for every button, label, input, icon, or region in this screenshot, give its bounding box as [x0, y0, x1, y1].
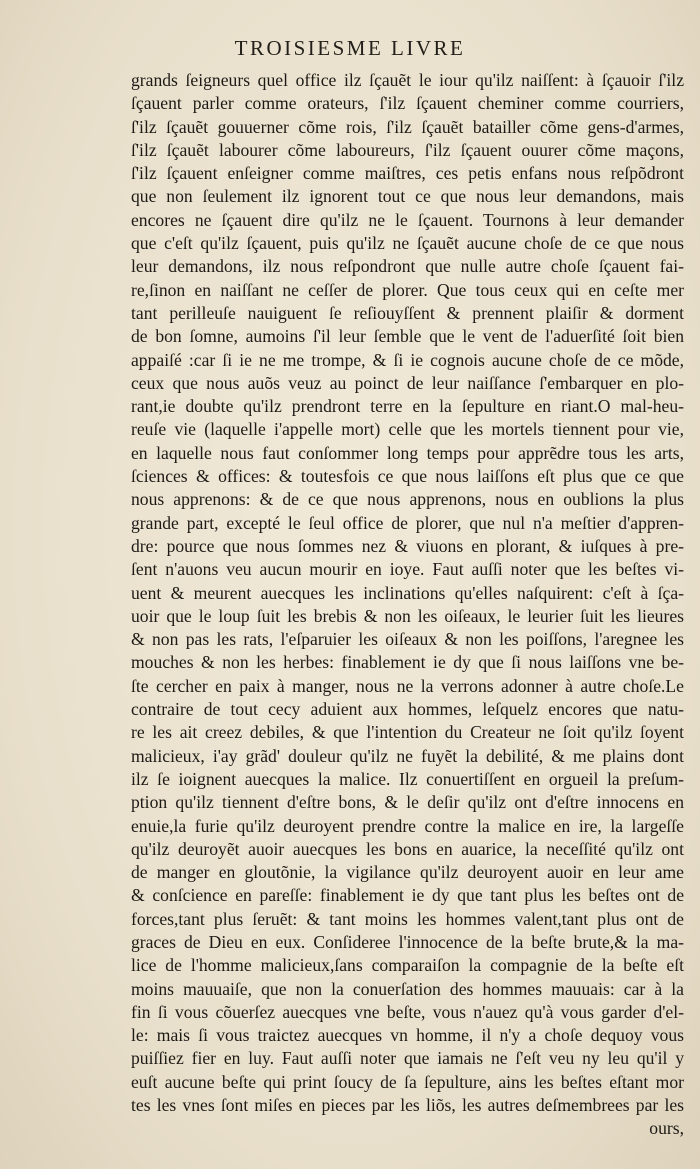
text-line: ption qu'ilz tiennent d'eſtre bons, & le deſir qu'ilz ont d'eſtre innocens en — [131, 792, 684, 813]
text-line: contraire de tout cecy aduient aux hommes, leſquelz encores que natu- — [131, 699, 684, 720]
text-line: ilz ſe ioignent auecques la malice. Ilz conuertiſſent en orgueil la preſum- — [131, 768, 684, 789]
catchword: ours, — [649, 1118, 684, 1139]
text-line: de manger en gloutõnie, la vigilance qu'ilz deuroyent auoir en leur ame — [131, 862, 684, 883]
text-line: uent & meurent auecques les inclinations qu'elles naſquirent: c'eſt à ſça- — [131, 582, 684, 603]
text-line: ſciences & offices: & toutesfois ce que nous laiſſons eſt plus que ce que — [131, 466, 684, 487]
text-line: lice de l'homme malicieux,ſans comparaiſon la compagnie de la beſte eſt — [131, 955, 684, 976]
text-line: fin ſi vous cõuerſez auecques vne beſte, vous n'auez qu'à vous garder d'el- — [131, 1001, 684, 1022]
text-line: le: mais ſi vous traictez auecques vn homme, il n'y a choſe dequoy vous — [131, 1025, 684, 1046]
text-line: reuſe vie (laquelle i'appelle mort) celle que les mortels tiennent pour vie, — [131, 419, 684, 440]
text-line: & non pas les rats, l'eſparuier les oiſeaux & non les poiſſons, l'aregnee les — [131, 629, 684, 650]
text-line: ſçauent parler comme orateurs, ſ'ilz ſçauent cheminer comme courriers, — [131, 93, 684, 114]
text-line: ſ'ilz ſçauẽt labourer cõme laboureurs, ſ'ilz ſçauent ouurer cõme maçons, — [131, 139, 684, 160]
text-line: de bon ſomne, aumoins ſ'il leur ſemble que le vent de l'aduerſité ſoit bien — [131, 326, 684, 347]
text-line: en laquelle nous faut conſommer long temps pour apprẽdre tous les arts, — [131, 442, 684, 463]
text-line: qu'ilz deuroyẽt auoir auecques les bons en auarice, la neceſſité qu'ilz ont — [131, 838, 684, 859]
text-line: & conſcience en pareſſe: finablement ie dy que tant plus les beſtes ont de — [131, 885, 684, 906]
text-line: que c'eſt qu'ilz ſçauent, puis qu'ilz ne ſçauẽt aucune choſe de ce que nous — [131, 233, 684, 254]
text-line: grande part, excepté le ſeul office de plorer, que nul n'a meſtier d'appren- — [131, 512, 684, 533]
text-line: ſent n'auons veu aucun mourir en ioye. Faut auſſi noter que les beſtes vi- — [131, 559, 684, 580]
text-line: appaiſé :car ſi ie ne me trompe, & ſi ie cognois aucune choſe de ce mõde, — [131, 349, 684, 370]
text-line: ceux que nous auõs veuz au poinct de leur naiſſance ſ'embarquer en plo- — [131, 372, 684, 393]
text-line: enuie,la furie qu'ilz deuroyent prendre contre la malice en ire, la largeſſe — [131, 815, 684, 836]
text-line: que non ſeulement ilz ignorent tout ce que nous leur demandons, mais — [131, 186, 684, 207]
text-line: malicieux, i'ay grãd' douleur qu'ilz ne fuyẽt la debilité, & me plains dont — [131, 745, 684, 766]
text-line: re les ait creez debiles, & que l'intention du Createur ne ſoit qu'ilz ſoyent — [131, 722, 684, 743]
text-line: tes les vnes ſont miſes en pieces par les liõs, les autres deſmembrees par les — [131, 1095, 684, 1116]
running-head: TROISIESME LIVRE — [234, 36, 466, 60]
text-line: ſ'ilz ſçauent enſeigner comme maiſtres, ces petis enfans nous reſpõdront — [131, 163, 684, 184]
text-line: graces de Dieu en eux. Conſideree l'innocence de la beſte brute,& la ma- — [131, 931, 684, 952]
text-line: tant perilleuſe nauiguent ſe reſiouyſſent & prennent plaiſir & dorment — [131, 302, 684, 323]
text-line: euſt aucune beſte qui print ſoucy de ſa ſepulture, ains les beſtes eſtant mor — [131, 1071, 684, 1092]
text-line: nous apprenons: & de ce que nous apprenons, nous en oublions la plus — [131, 489, 684, 510]
text-line: grands ſeigneurs quel office ilz ſçauẽt le iour qu'ilz naiſſent: à ſçauoir ſ'ilz — [131, 70, 684, 90]
text-line: ſte cercher en paix à manger, nous ne la verrons adonner à autre choſe.Le — [131, 675, 684, 696]
text-line: dre: pource que nous ſommes nez & viuons en plorant, & iuſques à pre- — [131, 535, 684, 556]
text-line: uoir que le loup ſuit les brebis & non les oiſeaux, le leurier ſuit les lieures — [131, 605, 684, 626]
text-line: encores ne ſçauent dire qu'ilz ne le ſçauent. Tournons à leur demander — [131, 209, 684, 230]
text-line: puiſſiez fier en luy. Faut auſſi noter que iamais ne ſ'eſt veu ny leu qu'il y — [131, 1048, 684, 1069]
text-line: re,ſinon en naiſſant ne ceſſer de plorer. Que tous ceux qui en ceſte mer — [131, 279, 684, 300]
text-line: leur demandons, ilz nous reſpondront que nulle autre choſe ſçauent fai- — [131, 256, 684, 277]
body-text — [131, 69, 684, 1141]
text-line: mouches & non les herbes: finablement ie dy que ſi nous laiſſons vne be- — [131, 652, 684, 673]
text-line: rant,ie doubte qu'ilz prendront terre en la ſepulture en riant.O mal-heu- — [131, 396, 684, 417]
text-line: moins mauuaiſe, que non la conuerſation des hommes mauuais: car à la — [131, 978, 684, 999]
text-line: ſ'ilz ſçauẽt gouuerner cõme rois, ſ'ilz ſçauẽt batailler cõme gens-d'armes, — [131, 116, 684, 137]
text-line: forces,tant plus ſeruẽt: & tant moins les hommes valent,tant plus ont de — [131, 908, 684, 929]
